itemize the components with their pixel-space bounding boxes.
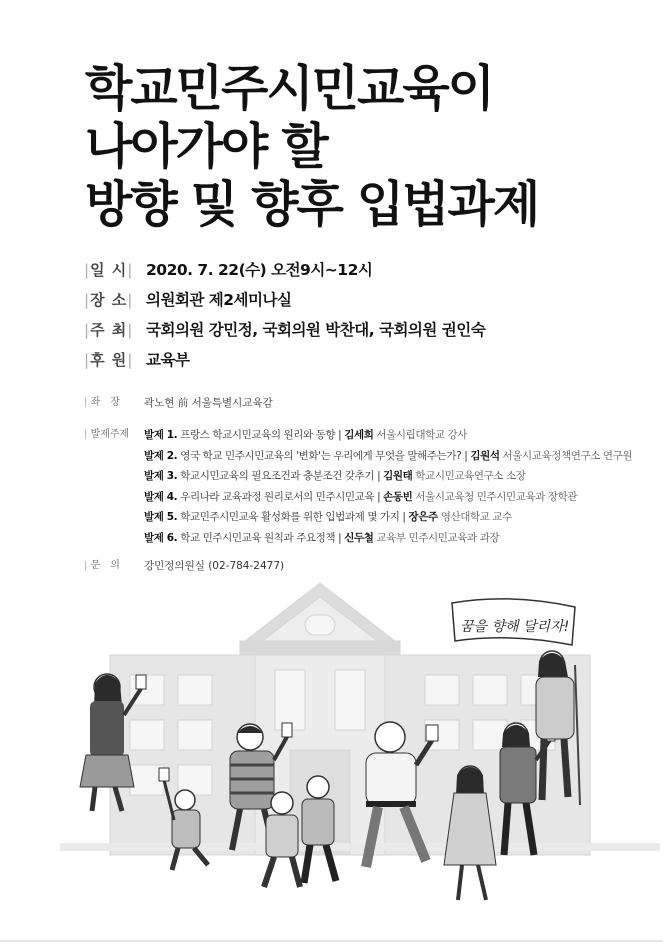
info-label-sponsor: 후 원 — [90, 350, 128, 369]
chair-label: 좌 장 — [90, 397, 120, 408]
info-label-host: 주 최 — [90, 320, 128, 339]
poster-title — [85, 60, 645, 234]
chair-value: 곽노현 前 서울특별시교육감 — [144, 397, 273, 409]
banner-text: 꿈을 향해 달리자! — [460, 619, 570, 635]
school-parade-illustration — [60, 575, 660, 935]
presentation-item: 발제 5. 학교민주시민교육 활성화를 위한 입법과제 몇 가지 | 장은주 영산대학교 교수 — [144, 511, 512, 523]
inquiry-label: 문 의 — [90, 560, 120, 571]
chair-row: | 좌 장 곽노현 前 서울특별시교육감 — [84, 393, 644, 413]
info-row-host: |주 최| 국회의원 강민정, 국회의원 박찬대, 국회의원 권인숙 — [84, 314, 644, 344]
title-line-2: 나아가야 할 — [85, 118, 327, 175]
info-value-sponsor: 교육부 — [146, 351, 190, 369]
info-row-sponsor: |후 원| 교육부 — [84, 344, 644, 374]
inquiry-row: | 문 의 강민정의원실 (02-784-2477) — [84, 556, 644, 576]
info-value-place: 의원회관 제2세미나실 — [146, 291, 292, 309]
presentation-item: 발제 2. 영국 학교 민주시민교육의 '변화'는 우리에게 무엇을 말해주는가? | 김원석 서울시교육정책연구소 연구원 — [144, 449, 633, 462]
inquiry-value: 강민정의원실 (02-784-2477) — [144, 560, 285, 572]
presentation-list — [144, 425, 632, 548]
info-value-date: 2020. 7. 22(수) 오전9시~12시 — [146, 261, 373, 279]
presentation-item: 발제 6. 학교 민주시민교육 원칙과 주요정책 | 신두철 교육부 민주시민교육과 과장 — [144, 531, 500, 544]
presentations-label: 발제주제 — [90, 429, 130, 440]
info-row-date: |일 시| 2020. 7. 22(수) 오전9시~12시 — [84, 254, 644, 284]
presentation-item: 발제 1. 프랑스 학교시민교육의 원리와 동향 | 김세희 서울시립대학교 강사 — [144, 429, 468, 441]
presentation-item: 발제 3. 학교시민교육의 필요조건과 충분조건 갖추기 | 김원태 학교시민교육연구소 소장 — [144, 470, 526, 482]
info-label-date: 일 시 — [90, 260, 128, 279]
title-line-3: 방향 및 향후 입법과제 — [85, 176, 539, 233]
title-line-1: 학교민주시민교육이 — [85, 60, 494, 117]
program-details — [84, 393, 644, 576]
event-info — [84, 254, 644, 374]
info-row-place: |장 소| 의원회관 제2세미나실 — [84, 284, 644, 314]
presentation-item: 발제 4. 우리나라 교육과정 원리로서의 민주시민교육 | 손동빈 서울시교육청 민주시민교육과 장학관 — [144, 490, 578, 503]
info-label-place: 장 소 — [90, 290, 128, 309]
info-value-host: 국회의원 강민정, 국회의원 박찬대, 국회의원 권인숙 — [146, 321, 486, 339]
presentations-row: | 발제주제 발제 1. 프랑스 학교시민교육의 원리와 동향 | 김세희 서울시립대학교 강사 발제 2. 영국 학교 민주시민교육의 '변화'는 우리에게 무엇을 말해주는가? | 김원석 서울시교육정책연구소 연구원 발제 3. 학교시민교육의 필요조건과 충분조건 갖추기 | 김원태 학교시민교육연구소 소장 발제 4. 우리나라 교육과정 원리로서의 민주시민교육 | 손동빈 서울시교육청 민주시민교육과 장학관 발제 5. 학교민주시민교육 활성화를 위한 입법과제 몇 가지 | 장은주 영산대학교 교수 발제 6. 학교 민주시민교육 원칙과 주요정책 | 신두철 교육부 민주시민교육과 과장 — [84, 425, 644, 548]
